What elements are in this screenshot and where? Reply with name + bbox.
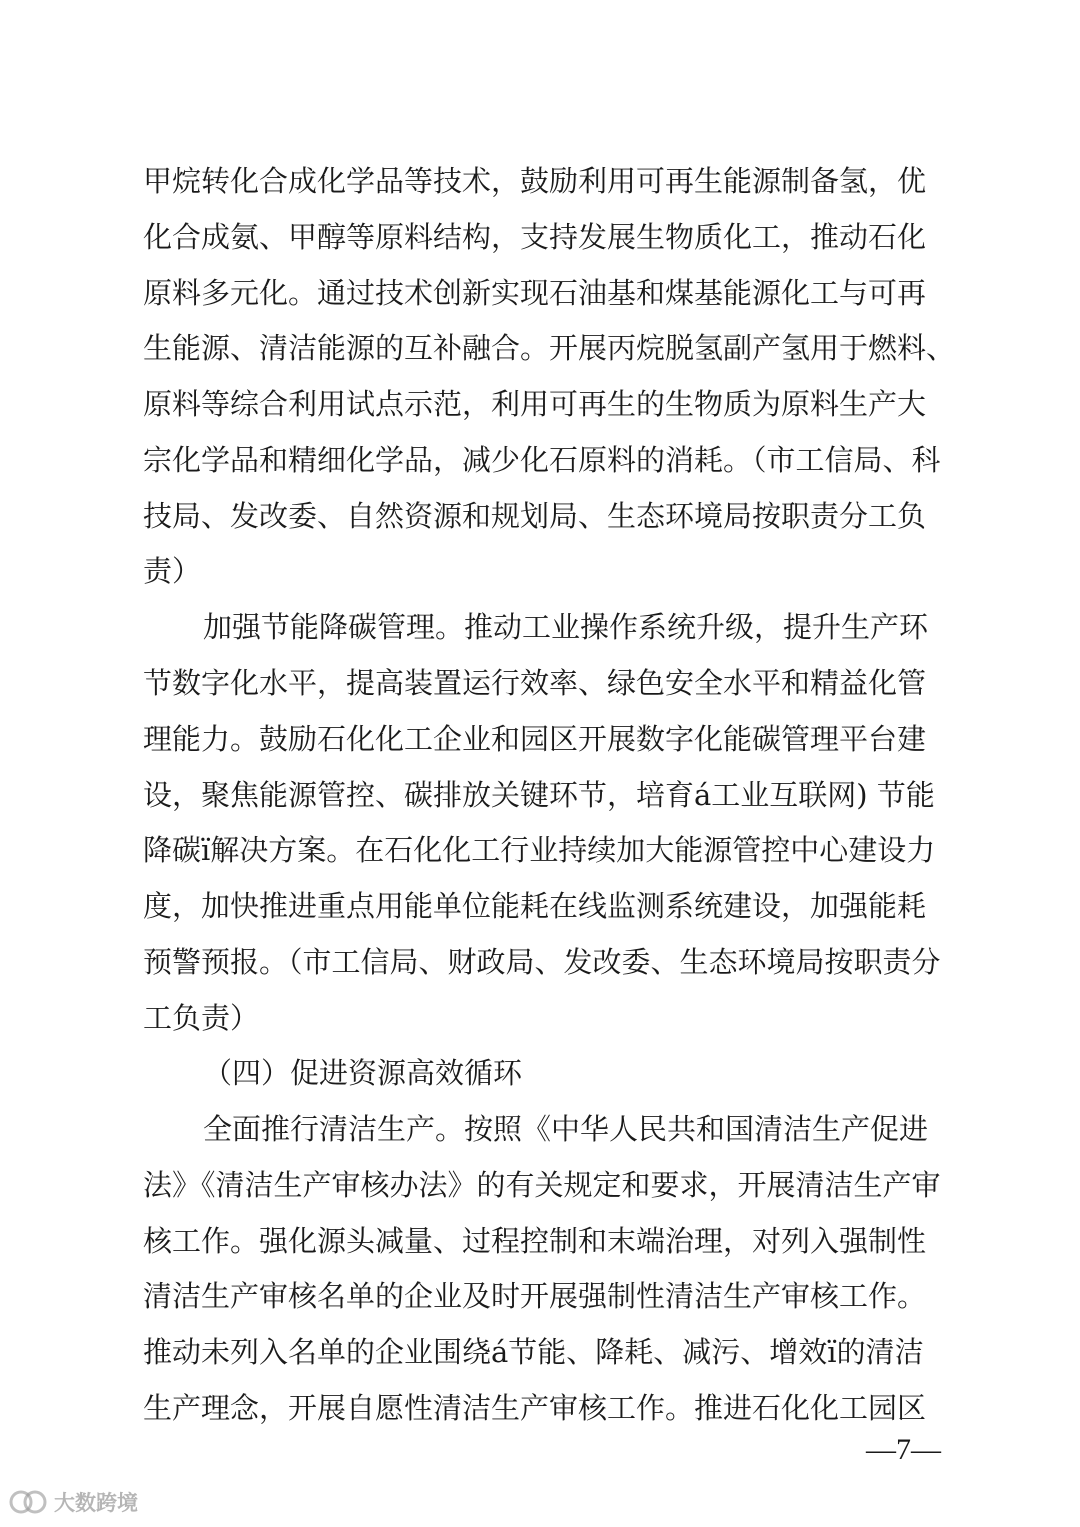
body-line: 生产理念，开展自愿性清洁生产审核工作。推进石化化工园区 <box>143 1391 927 1425</box>
section-heading: （四）促进资源高效循环 <box>203 1056 523 1090</box>
body-line: 核工作。强化源头减量、过程控制和末端治理，对列入强制性 <box>143 1224 927 1258</box>
body-line: 理能力。鼓励石化化工企业和园区开展数字化能碳管理平台建 <box>143 722 927 756</box>
body-line: 责） <box>143 554 202 588</box>
watermark <box>8 1485 138 1519</box>
body-line: 原料等综合利用试点示范，利用可再生的生物质为原料生产大 <box>143 387 927 421</box>
body-line: 宗化学品和精细化学品，减少化石原料的消耗。（市工信局、科 <box>143 443 941 477</box>
body-line: 清洁生产审核名单的企业及时开展强制性清洁生产审核工作。 <box>143 1279 927 1313</box>
body-line: 甲烷转化合成化学品等技术，鼓励利用可再生能源制备氢，优 <box>143 164 927 198</box>
brand-logo-icon <box>8 1489 48 1515</box>
paragraph-start-line: 全面推行清洁生产。按照《中华人民共和国清洁生产促进 <box>203 1112 929 1146</box>
body-line: 设，聚焦能源管控、碳排放关键环节，培育á工业互联网) 节能 <box>143 778 935 812</box>
body-line: 工负责） <box>143 1001 260 1035</box>
body-line: 节数字化水平，提高装置运行效率、绿色安全水平和精益化管 <box>143 666 927 700</box>
body-line: 生能源、清洁能源的互补融合。开展丙烷脱氢副产氢用于燃料、 <box>143 331 956 365</box>
body-line: 法》《清洁生产审核办法》的有关规定和要求，开展清洁生产审 <box>143 1168 941 1202</box>
paragraph-start-line: 加强节能降碳管理。推动工业操作系统升级，提升生产环 <box>203 610 929 644</box>
body-line: 度，加快推进重点用能单位能耗在线监测系统建设，加强能耗 <box>143 889 927 923</box>
body-line: 技局、发改委、自然资源和规划局、生态环境局按职责分工负 <box>143 499 927 533</box>
body-line: 预警预报。（市工信局、财政局、发改委、生态环境局按职责分 <box>143 945 941 979</box>
page-number: —7— <box>866 1433 941 1466</box>
body-line: 原料多元化。通过技术创新实现石油基和煤基能源化工与可再 <box>143 276 927 310</box>
watermark-text: 大数跨境 <box>54 1491 138 1515</box>
body-line: 推动未列入名单的企业围绕á节能、降耗、减污、增效ï的清洁 <box>143 1335 924 1369</box>
body-line: 化合成氨、甲醇等原料结构，支持发展生物质化工，推动石化 <box>143 220 927 254</box>
body-line: 降碳ï解决方案。在石化化工行业持续加大能源管控中心建设力 <box>143 833 936 867</box>
